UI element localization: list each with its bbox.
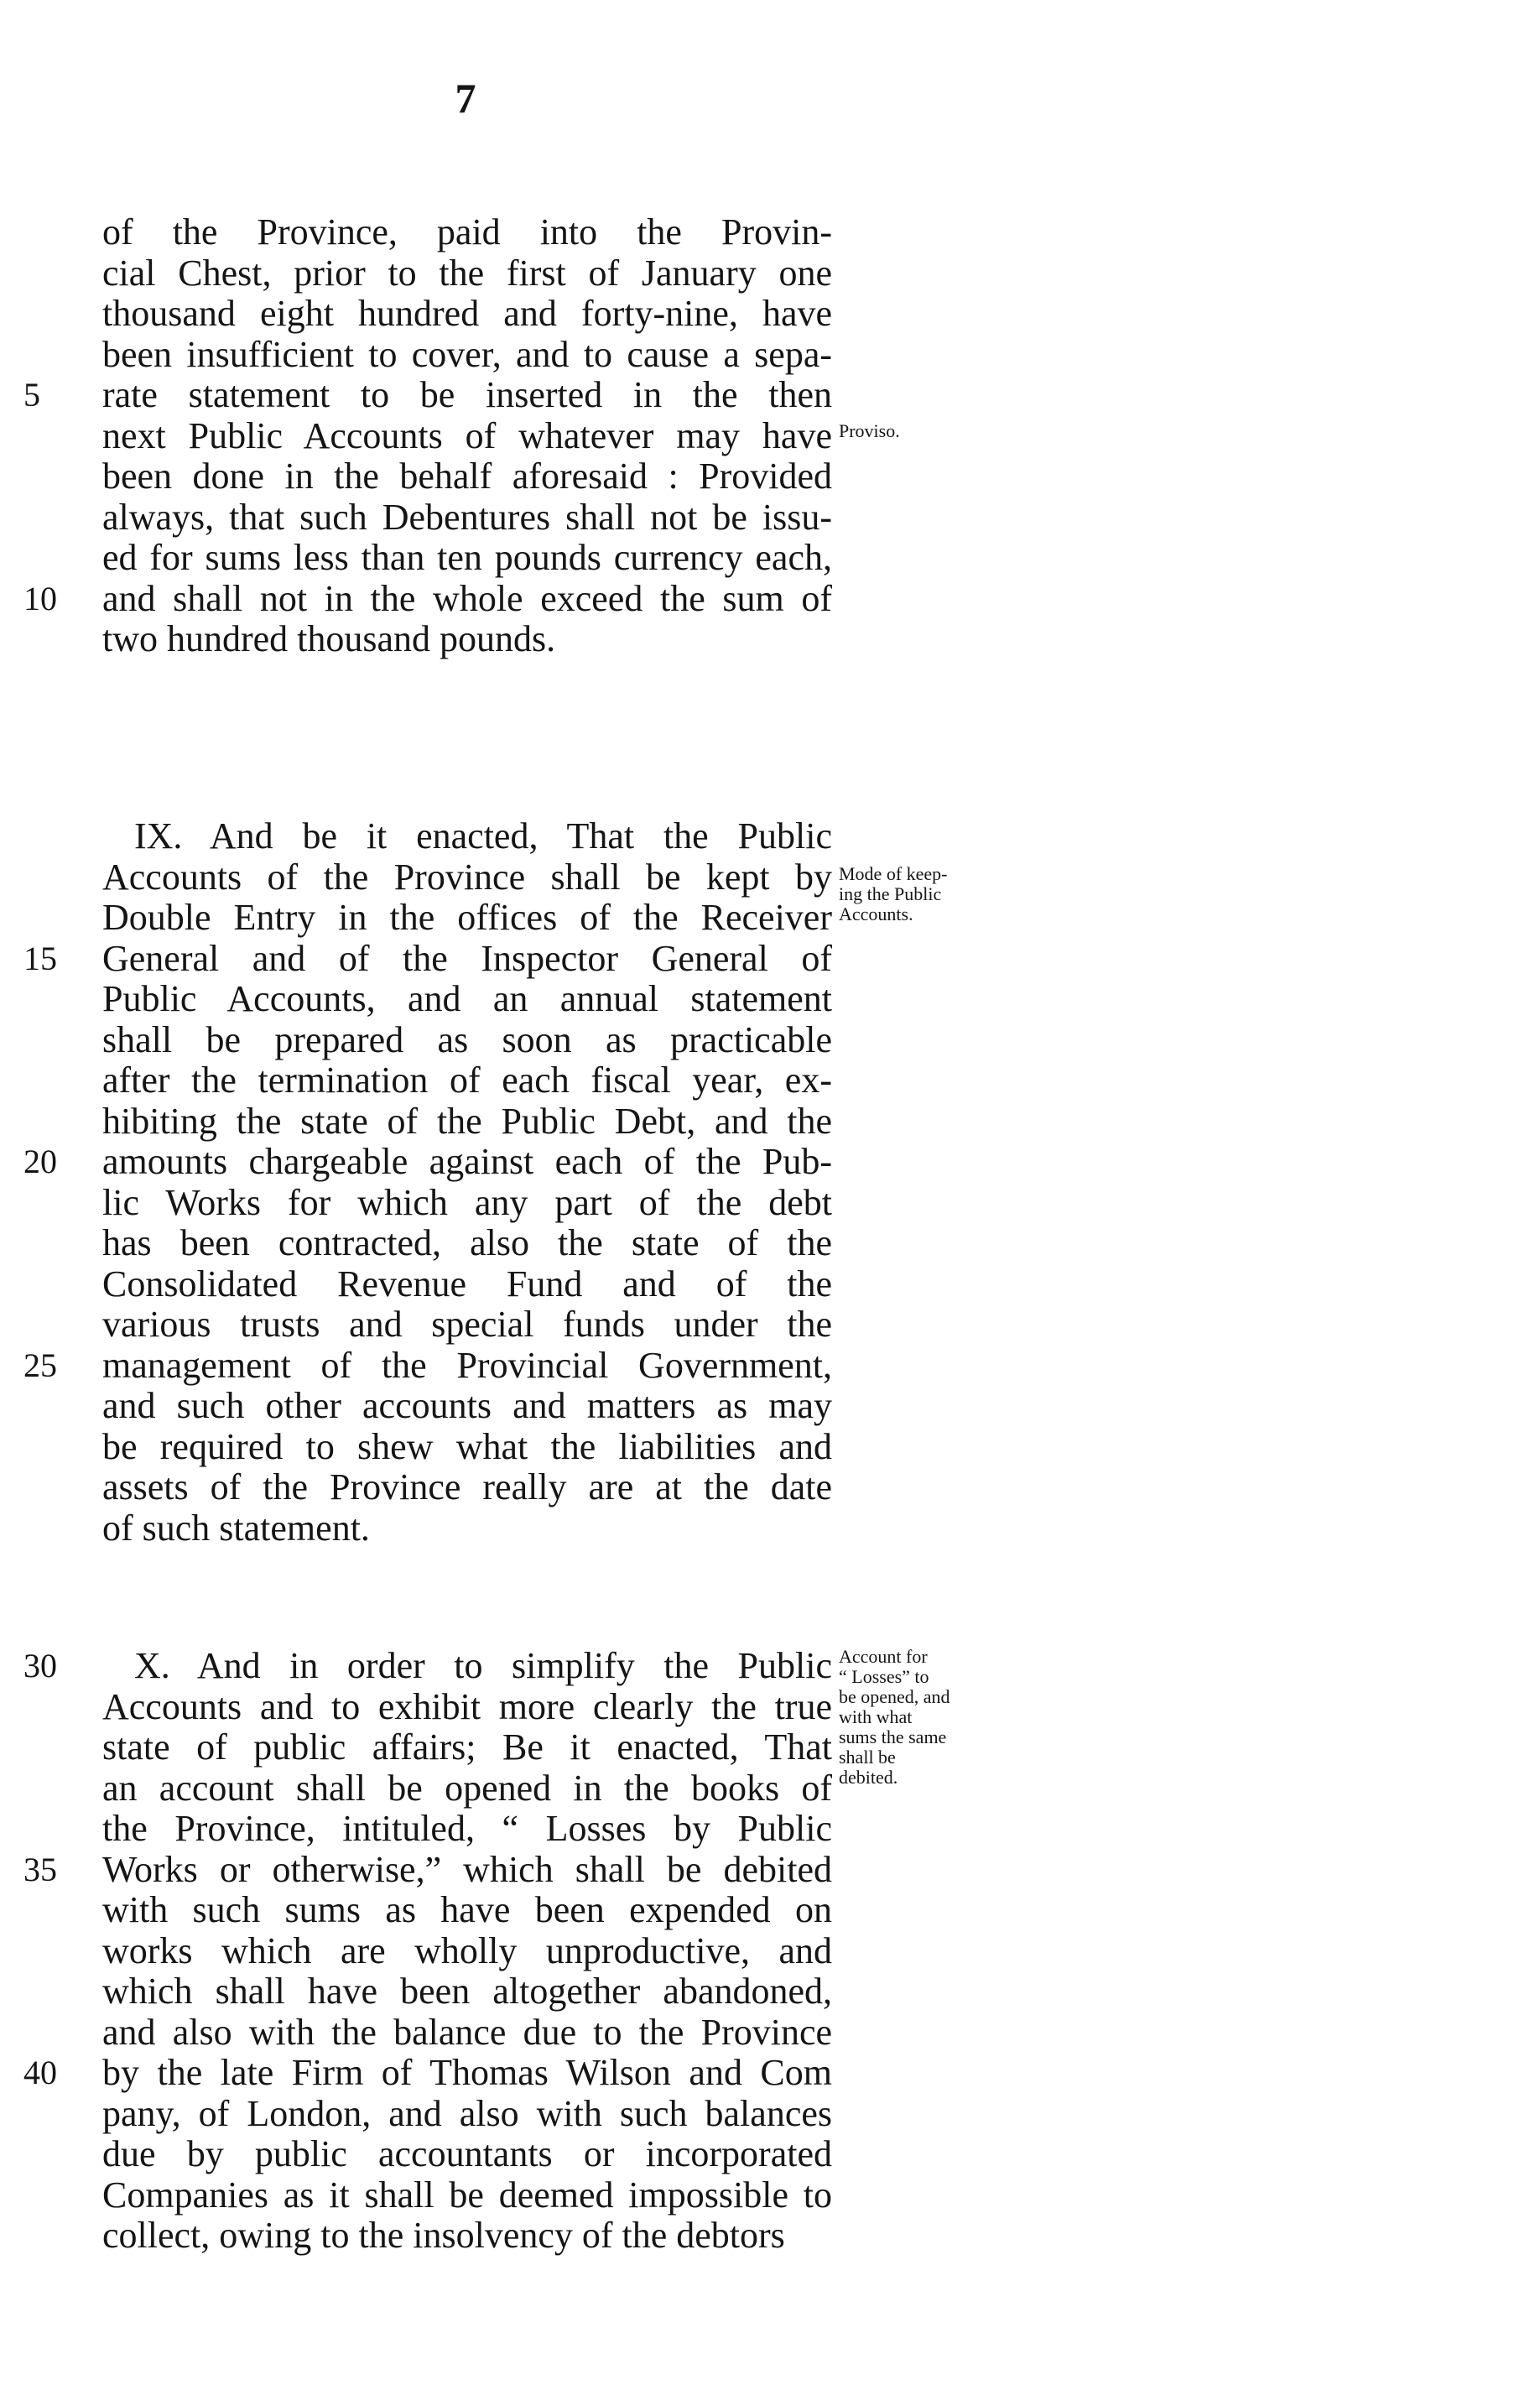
text-line: of the Province, paid into the Provin-: [102, 211, 832, 253]
text-line: always, that such Debentures shall not be issu-: [102, 496, 832, 538]
text-line: and shall not in the whole exceed the sum of: [102, 577, 832, 619]
text-line: General and of the Inspector General of: [102, 937, 832, 979]
text-line: been insufficient to cover, and to cause a sepa-: [102, 333, 832, 375]
margin-note-line: Accounts.: [839, 903, 913, 924]
line-number: 30: [23, 1647, 57, 1684]
line-number: 35: [23, 1850, 57, 1888]
line-number: 25: [23, 1346, 57, 1384]
text-line: X. And in order to simplify the Public: [134, 1645, 832, 1686]
text-line: by the late Firm of Thomas Wilson and Com: [102, 2052, 832, 2093]
line-number: 5: [23, 376, 40, 414]
text-line: and also with the balance due to the Province: [102, 2011, 832, 2053]
text-line: collect, owing to the insolvency of the debtors: [102, 2215, 785, 2256]
text-line: Companies as it shall be deemed impossible to: [102, 2174, 832, 2216]
text-line: various trusts and special funds under the: [102, 1304, 832, 1345]
text-line: management of the Provincial Government,: [102, 1344, 832, 1386]
text-line: of such statement.: [102, 1507, 370, 1549]
margin-note-line: with what: [839, 1706, 913, 1727]
margin-note-line: Proviso.: [839, 420, 900, 441]
line-number: 40: [23, 2054, 57, 2091]
text-line: Public Accounts, and an annual statement: [102, 978, 832, 1019]
page-number: 7: [455, 75, 476, 122]
text-line: Works or otherwise,” which shall be debited: [102, 1848, 832, 1890]
margin-note-line: “ Losses” to: [839, 1666, 929, 1687]
text-line: IX. And be it enacted, That the Public: [134, 815, 832, 857]
line-number: 10: [23, 579, 57, 617]
text-line: lic Works for which any part of the debt: [102, 1181, 832, 1223]
line-number: 15: [23, 939, 57, 977]
text-line: Consolidated Revenue Fund and of the: [102, 1263, 832, 1304]
margin-note-line: shall be: [839, 1747, 896, 1768]
text-line: cial Chest, prior to the first of January one: [102, 252, 832, 294]
text-line: with such sums as have been expended on: [102, 1889, 832, 1930]
text-line: after the termination of each fiscal year, ex-: [102, 1060, 832, 1101]
text-line: an account shall be opened in the books of: [102, 1767, 832, 1809]
margin-note-line: Account for: [839, 1646, 928, 1667]
text-line: assets of the Province really are at the date: [102, 1466, 832, 1507]
margin-note-line: sums the same: [839, 1726, 947, 1747]
text-line: hibiting the state of the Public Debt, and the: [102, 1100, 832, 1142]
margin-note-line: debited.: [839, 1767, 898, 1788]
text-line: thousand eight hundred and forty-nine, have: [102, 293, 832, 334]
text-line: been done in the behalf aforesaid : Provided: [102, 456, 832, 497]
text-line: rate statement to be inserted in the then: [102, 374, 832, 415]
margin-note-line: Mode of keep-: [839, 863, 948, 884]
text-line: pany, of London, and also with such balances: [102, 2092, 832, 2134]
text-line: amounts chargeable against each of the Pub-: [102, 1141, 832, 1182]
text-line: two hundred thousand pounds.: [102, 618, 556, 659]
text-line: Accounts of the Province shall be kept by: [102, 856, 832, 898]
text-line: Accounts and to exhibit more clearly the true: [102, 1685, 832, 1727]
text-line: the Province, intituled, “ Losses by Public: [102, 1808, 832, 1849]
text-line: works which are wholly unproductive, and: [102, 1929, 832, 1971]
text-line: state of public affairs; Be it enacted, That: [102, 1726, 832, 1768]
margin-note-line: ing the Public: [839, 883, 942, 904]
text-line: next Public Accounts of whatever may have: [102, 414, 832, 456]
text-line: ed for sums less than ten pounds currency each,: [102, 537, 832, 578]
text-line: Double Entry in the offices of the Receiver: [102, 897, 832, 938]
text-line: has been contracted, also the state of the: [102, 1222, 832, 1263]
line-number: 20: [23, 1143, 57, 1180]
text-line: due by public accountants or incorporated: [102, 2133, 832, 2174]
text-line: which shall have been altogether abandoned,: [102, 1971, 832, 2012]
margin-note-line: be opened, and: [839, 1686, 950, 1707]
text-line: shall be prepared as soon as practicable: [102, 1018, 832, 1060]
text-line: and such other accounts and matters as may: [102, 1385, 832, 1426]
text-line: be required to shew what the liabilities and: [102, 1425, 832, 1467]
